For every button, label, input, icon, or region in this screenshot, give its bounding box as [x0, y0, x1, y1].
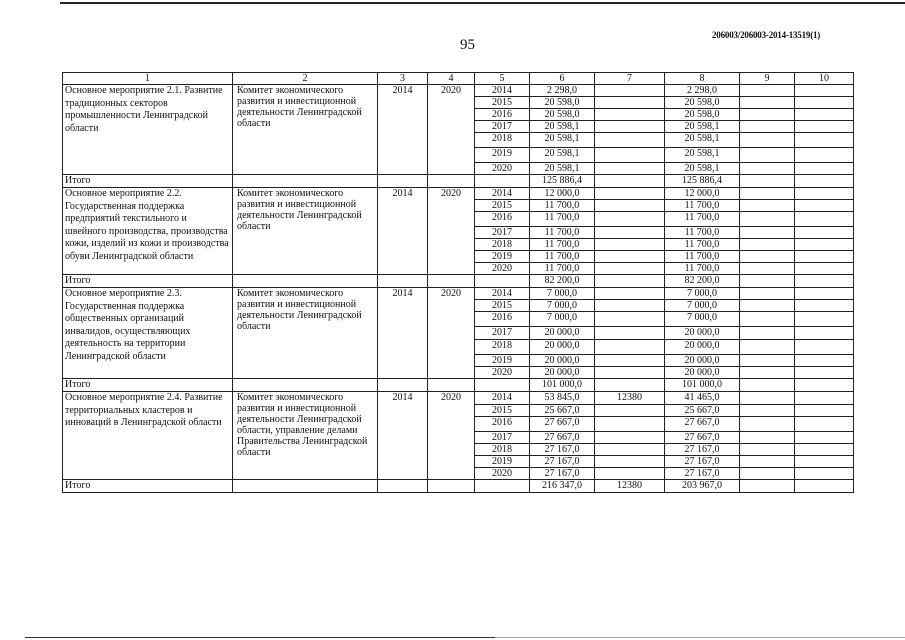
year-cell: 2019	[475, 148, 530, 163]
header-cell: 2	[233, 73, 378, 85]
column-10-cell	[795, 432, 854, 444]
total-amount-cell: 20 000,0	[530, 367, 595, 379]
column-9-cell	[740, 456, 795, 468]
total-amount-cell: 27 667,0	[530, 417, 595, 432]
header-cell: 10	[795, 73, 854, 85]
column-9-cell	[740, 85, 795, 97]
empty-cell	[378, 480, 428, 493]
year-cell: 2020	[475, 367, 530, 379]
column-10-cell	[795, 212, 854, 227]
total-amount-cell: 12 000,0	[530, 188, 595, 200]
total-amount-cell: 20 000,0	[530, 340, 595, 355]
federal-amount-cell	[595, 312, 665, 327]
top-rule	[60, 2, 905, 4]
column-9-cell	[740, 275, 795, 288]
federal-amount-cell	[595, 444, 665, 456]
column-10-cell	[795, 288, 854, 300]
column-10-cell	[795, 444, 854, 456]
column-10-cell	[795, 200, 854, 212]
responsible-organization: Комитет экономического развития и инвестиционной деятельности Ленинградской области	[233, 85, 378, 175]
header-cell: 3	[378, 73, 428, 85]
column-9-cell	[740, 148, 795, 163]
table-row	[63, 85, 854, 97]
column-9-cell	[740, 444, 795, 456]
regional-amount-cell: 7 000,0	[665, 300, 740, 312]
federal-amount-cell	[595, 163, 665, 175]
empty-cell	[475, 379, 530, 392]
regional-amount-cell: 20 598,1	[665, 121, 740, 133]
regional-amount-cell: 12 000,0	[665, 188, 740, 200]
empty-cell	[475, 175, 530, 188]
start-year: 2014	[378, 85, 428, 175]
total-row	[63, 275, 854, 288]
total-label: Итого	[63, 379, 233, 392]
year-cell: 2020	[475, 468, 530, 480]
federal-amount-cell	[595, 263, 665, 275]
regional-amount-cell: 101 000,0	[665, 379, 740, 392]
column-10-cell	[795, 85, 854, 97]
federal-amount-cell	[595, 379, 665, 392]
column-9-cell	[740, 379, 795, 392]
year-cell: 2014	[475, 392, 530, 405]
empty-cell	[378, 275, 428, 288]
year-cell: 2020	[475, 263, 530, 275]
column-10-cell	[795, 327, 854, 340]
federal-amount-cell	[595, 367, 665, 379]
federal-amount-cell	[595, 188, 665, 200]
column-10-cell	[795, 367, 854, 379]
activity-description: Основное мероприятие 2.4. Развитие территориальных кластеров и инноваций в Ленинградской области	[63, 392, 233, 480]
column-10-cell	[795, 275, 854, 288]
column-10-cell	[795, 405, 854, 417]
table-row	[63, 188, 854, 200]
year-cell: 2014	[475, 188, 530, 200]
table-row	[63, 288, 854, 300]
total-amount-cell: 20 598,0	[530, 97, 595, 109]
header-cell: 8	[665, 73, 740, 85]
total-amount-cell: 27 667,0	[530, 432, 595, 444]
document-number: 206003/206003-2014-13519(1)	[712, 30, 821, 40]
column-10-cell	[795, 148, 854, 163]
regional-amount-cell: 82 200,0	[665, 275, 740, 288]
empty-cell	[378, 379, 428, 392]
column-9-cell	[740, 417, 795, 432]
federal-amount-cell	[595, 468, 665, 480]
regional-amount-cell: 20 598,1	[665, 148, 740, 163]
total-amount-cell: 20 598,1	[530, 148, 595, 163]
column-9-cell	[740, 212, 795, 227]
year-cell: 2014	[475, 288, 530, 300]
total-row	[63, 379, 854, 392]
federal-amount-cell	[595, 340, 665, 355]
empty-cell	[378, 175, 428, 188]
total-amount-cell: 125 886,4	[530, 175, 595, 188]
regional-amount-cell: 2 298,0	[665, 85, 740, 97]
regional-amount-cell: 25 667,0	[665, 405, 740, 417]
year-cell: 2017	[475, 327, 530, 340]
year-cell: 2017	[475, 432, 530, 444]
regional-amount-cell: 20 000,0	[665, 355, 740, 367]
column-10-cell	[795, 251, 854, 263]
total-amount-cell: 7 000,0	[530, 312, 595, 327]
federal-amount-cell	[595, 288, 665, 300]
column-9-cell	[740, 468, 795, 480]
start-year: 2014	[378, 288, 428, 379]
column-9-cell	[740, 340, 795, 355]
column-10-cell	[795, 480, 854, 493]
column-10-cell	[795, 392, 854, 405]
total-amount-cell: 11 700,0	[530, 263, 595, 275]
column-9-cell	[740, 200, 795, 212]
regional-amount-cell: 11 700,0	[665, 212, 740, 227]
total-amount-cell: 11 700,0	[530, 200, 595, 212]
federal-amount-cell	[595, 355, 665, 367]
column-9-cell	[740, 312, 795, 327]
column-9-cell	[740, 432, 795, 444]
total-amount-cell: 7 000,0	[530, 300, 595, 312]
total-amount-cell: 25 667,0	[530, 405, 595, 417]
regional-amount-cell: 11 700,0	[665, 200, 740, 212]
year-cell: 2018	[475, 444, 530, 456]
year-cell: 2015	[475, 97, 530, 109]
header-cell: 4	[428, 73, 475, 85]
activity-description: Основное мероприятие 2.1. Развитие традиционных секторов промышленности Ленинградской области	[63, 85, 233, 175]
regional-amount-cell: 27 167,0	[665, 456, 740, 468]
regional-amount-cell: 41 465,0	[665, 392, 740, 405]
header-cell: 5	[475, 73, 530, 85]
total-amount-cell: 216 347,0	[530, 480, 595, 493]
regional-amount-cell: 20 598,0	[665, 97, 740, 109]
regional-amount-cell: 11 700,0	[665, 263, 740, 275]
total-label: Итого	[63, 275, 233, 288]
end-year: 2020	[428, 188, 475, 275]
bottom-rule-faint	[495, 637, 905, 638]
column-9-cell	[740, 109, 795, 121]
column-10-cell	[795, 456, 854, 468]
empty-cell	[233, 175, 378, 188]
column-9-cell	[740, 405, 795, 417]
header-row	[63, 73, 854, 85]
total-amount-cell: 101 000,0	[530, 379, 595, 392]
start-year: 2014	[378, 392, 428, 480]
federal-amount-cell	[595, 327, 665, 340]
federal-amount-cell	[595, 97, 665, 109]
table-body	[63, 73, 854, 493]
federal-amount-cell	[595, 275, 665, 288]
responsible-organization: Комитет экономического развития и инвестиционной деятельности Ленинградской области	[233, 188, 378, 275]
empty-cell	[475, 480, 530, 493]
total-label: Итого	[63, 175, 233, 188]
year-cell: 2016	[475, 417, 530, 432]
regional-amount-cell: 27 167,0	[665, 468, 740, 480]
column-10-cell	[795, 175, 854, 188]
column-9-cell	[740, 355, 795, 367]
total-amount-cell: 11 700,0	[530, 227, 595, 239]
year-cell: 2015	[475, 200, 530, 212]
total-row	[63, 480, 854, 493]
federal-amount-cell	[595, 109, 665, 121]
column-9-cell	[740, 288, 795, 300]
header-cell: 1	[63, 73, 233, 85]
total-amount-cell: 27 167,0	[530, 468, 595, 480]
column-10-cell	[795, 239, 854, 251]
federal-amount-cell	[595, 85, 665, 97]
column-10-cell	[795, 97, 854, 109]
year-cell: 2018	[475, 340, 530, 355]
empty-cell	[475, 275, 530, 288]
total-amount-cell: 2 298,0	[530, 85, 595, 97]
total-amount-cell: 20 000,0	[530, 355, 595, 367]
total-label: Итого	[63, 480, 233, 493]
header-cell: 6	[530, 73, 595, 85]
regional-amount-cell: 7 000,0	[665, 312, 740, 327]
year-cell: 2017	[475, 121, 530, 133]
total-amount-cell: 20 598,1	[530, 121, 595, 133]
year-cell: 2016	[475, 312, 530, 327]
regional-amount-cell: 27 167,0	[665, 444, 740, 456]
federal-amount-cell	[595, 239, 665, 251]
regional-amount-cell: 11 700,0	[665, 239, 740, 251]
federal-amount-cell	[595, 121, 665, 133]
federal-amount-cell	[595, 300, 665, 312]
start-year: 2014	[378, 188, 428, 275]
total-amount-cell: 11 700,0	[530, 212, 595, 227]
federal-amount-cell	[595, 417, 665, 432]
column-10-cell	[795, 300, 854, 312]
header-cell: 9	[740, 73, 795, 85]
year-cell: 2019	[475, 251, 530, 263]
column-10-cell	[795, 468, 854, 480]
year-cell: 2017	[475, 227, 530, 239]
empty-cell	[233, 379, 378, 392]
federal-amount-cell	[595, 148, 665, 163]
regional-amount-cell: 27 667,0	[665, 417, 740, 432]
column-10-cell	[795, 133, 854, 148]
total-amount-cell: 20 598,1	[530, 163, 595, 175]
column-10-cell	[795, 340, 854, 355]
column-10-cell	[795, 312, 854, 327]
responsible-organization: Комитет экономического развития и инвестиционной деятельности Ленинградской области, управление делами Правительства Ленинградской области	[233, 392, 378, 480]
total-amount-cell: 27 167,0	[530, 444, 595, 456]
empty-cell	[428, 175, 475, 188]
federal-amount-cell	[595, 212, 665, 227]
regional-amount-cell: 11 700,0	[665, 251, 740, 263]
column-10-cell	[795, 263, 854, 275]
federal-amount-cell	[595, 432, 665, 444]
column-9-cell	[740, 263, 795, 275]
year-cell: 2020	[475, 163, 530, 175]
federal-amount-cell: 12380	[595, 392, 665, 405]
column-9-cell	[740, 163, 795, 175]
empty-cell	[428, 379, 475, 392]
regional-amount-cell: 20 000,0	[665, 367, 740, 379]
column-9-cell	[740, 327, 795, 340]
regional-amount-cell: 20 598,1	[665, 163, 740, 175]
federal-amount-cell	[595, 227, 665, 239]
total-amount-cell: 27 167,0	[530, 456, 595, 468]
column-9-cell	[740, 121, 795, 133]
column-10-cell	[795, 379, 854, 392]
year-cell: 2018	[475, 239, 530, 251]
empty-cell	[233, 480, 378, 493]
total-amount-cell: 53 845,0	[530, 392, 595, 405]
table-row	[63, 392, 854, 405]
total-amount-cell: 11 700,0	[530, 251, 595, 263]
year-cell: 2016	[475, 109, 530, 121]
total-amount-cell: 7 000,0	[530, 288, 595, 300]
federal-amount-cell	[595, 251, 665, 263]
regional-amount-cell: 20 598,0	[665, 109, 740, 121]
federal-amount-cell	[595, 175, 665, 188]
year-cell: 2019	[475, 456, 530, 468]
regional-amount-cell: 7 000,0	[665, 288, 740, 300]
year-cell: 2016	[475, 212, 530, 227]
column-9-cell	[740, 367, 795, 379]
column-9-cell	[740, 175, 795, 188]
total-amount-cell: 20 598,1	[530, 133, 595, 148]
column-9-cell	[740, 227, 795, 239]
regional-amount-cell: 203 967,0	[665, 480, 740, 493]
page-number: 95	[460, 37, 475, 53]
column-9-cell	[740, 251, 795, 263]
column-10-cell	[795, 121, 854, 133]
regional-amount-cell: 125 886,4	[665, 175, 740, 188]
year-cell: 2015	[475, 300, 530, 312]
total-amount-cell: 20 598,0	[530, 109, 595, 121]
budget-table	[62, 72, 854, 493]
regional-amount-cell: 20 000,0	[665, 340, 740, 355]
column-9-cell	[740, 133, 795, 148]
activity-description: Основное мероприятие 2.2. Государственная поддержка предприятий текстильного и швейного производства, производства кожи, изделий из кожи и производства обуви Ленинградской области	[63, 188, 233, 275]
total-row	[63, 175, 854, 188]
column-10-cell	[795, 188, 854, 200]
column-9-cell	[740, 188, 795, 200]
header-cell: 7	[595, 73, 665, 85]
empty-cell	[233, 275, 378, 288]
empty-cell	[428, 275, 475, 288]
federal-amount-cell	[595, 456, 665, 468]
total-amount-cell: 11 700,0	[530, 239, 595, 251]
bottom-rule	[25, 637, 495, 638]
regional-amount-cell: 20 000,0	[665, 327, 740, 340]
regional-amount-cell: 11 700,0	[665, 227, 740, 239]
column-10-cell	[795, 109, 854, 121]
activity-description: Основное мероприятие 2.3. Государственная поддержка общественных организаций инвалидов, осуществляющих деятельность на территории Ленинградской области	[63, 288, 233, 379]
column-10-cell	[795, 417, 854, 432]
year-cell: 2015	[475, 405, 530, 417]
regional-amount-cell: 20 598,1	[665, 133, 740, 148]
regional-amount-cell: 27 667,0	[665, 432, 740, 444]
federal-amount-cell	[595, 405, 665, 417]
column-10-cell	[795, 355, 854, 367]
year-cell: 2019	[475, 355, 530, 367]
federal-amount-cell	[595, 133, 665, 148]
column-9-cell	[740, 300, 795, 312]
year-cell: 2018	[475, 133, 530, 148]
column-9-cell	[740, 392, 795, 405]
year-cell: 2014	[475, 85, 530, 97]
total-amount-cell: 20 000,0	[530, 327, 595, 340]
federal-amount-cell: 12380	[595, 480, 665, 493]
column-10-cell	[795, 227, 854, 239]
column-9-cell	[740, 480, 795, 493]
column-9-cell	[740, 239, 795, 251]
end-year: 2020	[428, 85, 475, 175]
column-9-cell	[740, 97, 795, 109]
total-amount-cell: 82 200,0	[530, 275, 595, 288]
responsible-organization: Комитет экономического развития и инвестиционной деятельности Ленинградской области	[233, 288, 378, 379]
end-year: 2020	[428, 392, 475, 480]
federal-amount-cell	[595, 200, 665, 212]
empty-cell	[428, 480, 475, 493]
column-10-cell	[795, 163, 854, 175]
end-year: 2020	[428, 288, 475, 379]
